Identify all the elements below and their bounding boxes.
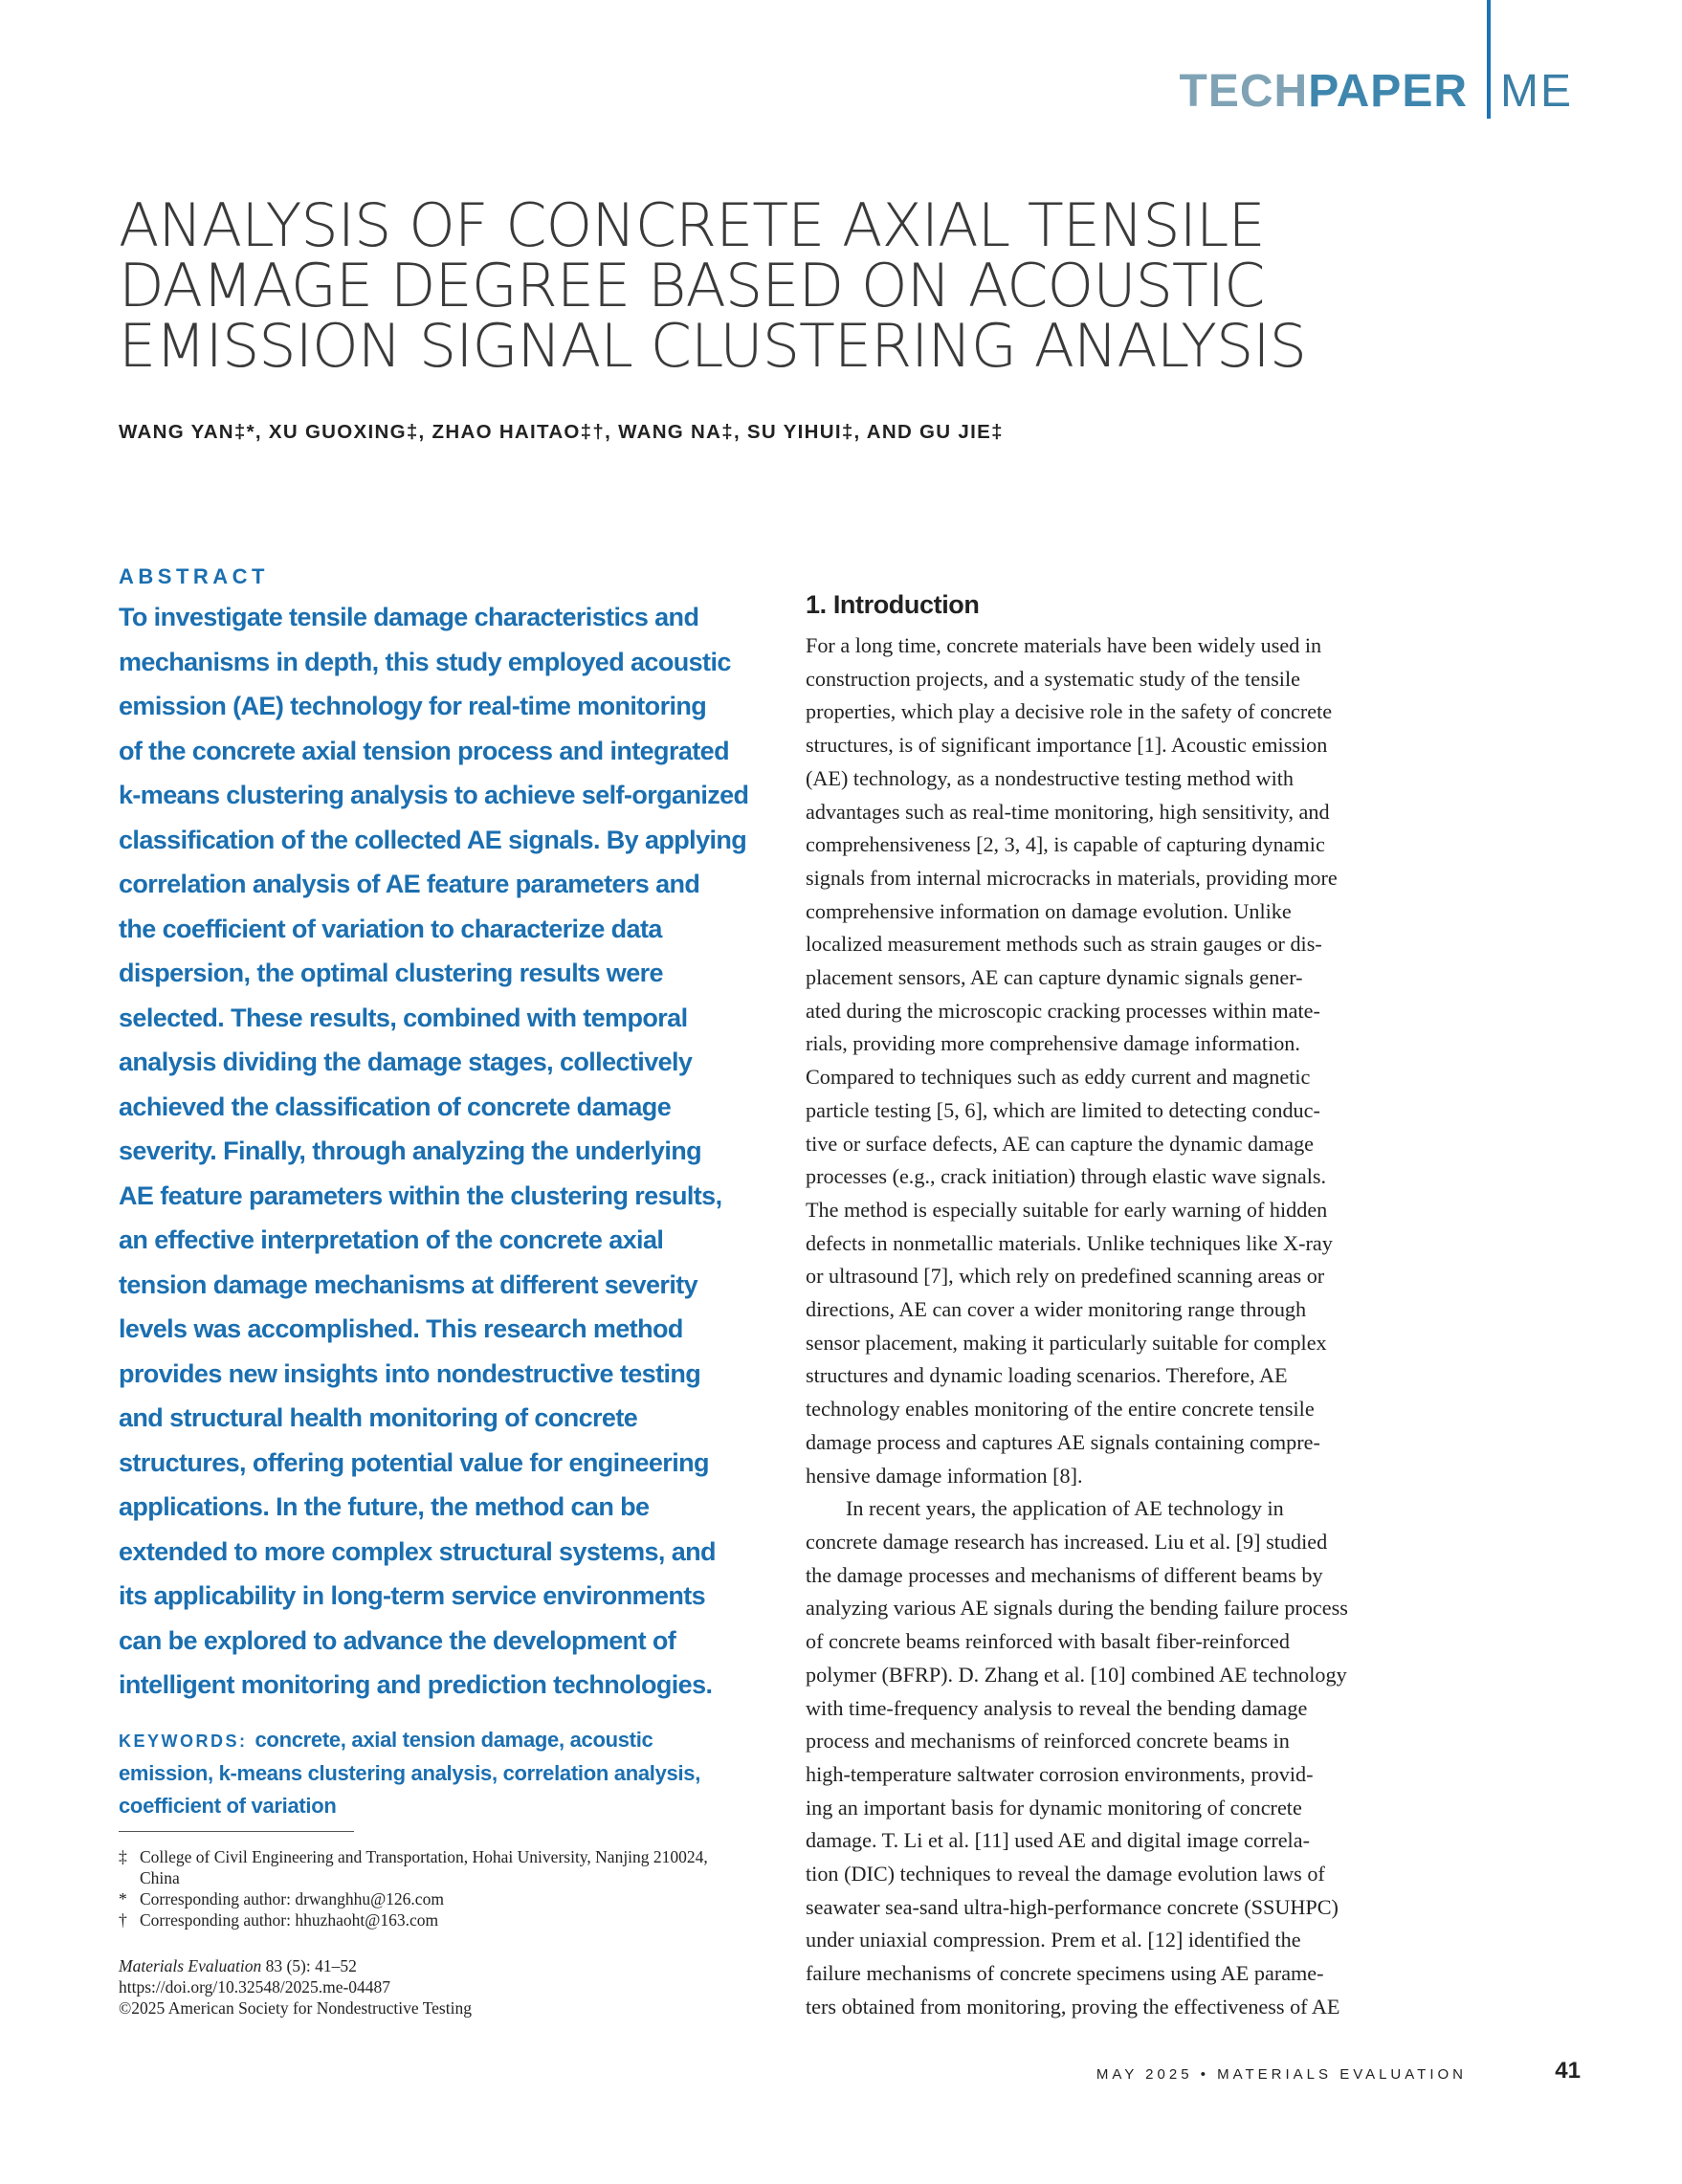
body-line: structures and dynamic loading scenarios. Therefore, AE (806, 1363, 1288, 1388)
abstract-line: mechanisms in depth, this study employed acoustic (119, 647, 731, 676)
body-line: hensive damage information [8]. (806, 1463, 1083, 1488)
body-line: with time-frequency analysis to reveal the bending damage (806, 1695, 1308, 1720)
body-line: defects in nonmetallic materials. Unlike techniques like X-ray (806, 1230, 1333, 1255)
body-line: structures, is of significant importance [1]. Acoustic emission (806, 733, 1328, 758)
body-line: localized measurement methods such as strain gauges or dis- (806, 932, 1322, 957)
journal-citation (119, 1955, 750, 1976)
body-line: tion (DIC) techniques to reveal the damage evolution laws of (806, 1862, 1325, 1886)
abstract-text (119, 595, 779, 1708)
body-line: process and mechanisms of reinforced concrete beams in (806, 1729, 1290, 1754)
title-line: ANALYSIS OF CONCRETE AXIAL TENSILE (119, 190, 1265, 260)
intro-paragraph-1 (806, 629, 1475, 1492)
body-line: damage. T. Li et al. [11] used AE and digital image correla- (806, 1828, 1310, 1853)
techpaper-brand (1072, 63, 1573, 121)
abstract-line: extended to more complex structural systems, and (119, 1536, 716, 1566)
body-line: Compared to techniques such as eddy current and magnetic (806, 1065, 1311, 1090)
abstract-line: intelligent monitoring and prediction technologies. (119, 1670, 713, 1699)
body-line: (AE) technology, as a nondestructive testing method with (806, 765, 1294, 790)
body-line: ing an important basis for dynamic monitoring of concrete (806, 1795, 1302, 1820)
footnote-affiliation (119, 1846, 750, 1888)
keywords-block (119, 1724, 779, 1822)
body-line: The method is especially suitable for early warning of hidden (806, 1197, 1328, 1222)
journal-copyright: ©2025 American Society for Nondestructive Testing (119, 1998, 472, 2018)
keywords-line: concrete, axial tension damage, acoustic (255, 1728, 653, 1752)
journal-volume: 83 (5): 41–52 (261, 1956, 357, 1975)
footnote-symbol: * (119, 1889, 127, 1908)
author-list: WANG YAN‡*, XU GUOXING‡, ZHAO HAITAO‡†, WANG NA‡, SU YIHUI‡, AND GU JIE‡ (119, 421, 1004, 443)
body-line: signals from internal microcracks in materials, providing more (806, 865, 1338, 890)
abstract-line: its applicability in long-term service environments (119, 1581, 706, 1610)
body-line: ated during the microscopic cracking processes within mate- (806, 998, 1320, 1023)
body-line: seawater sea-sand ultra-high-performance concrete (SSUHPC) (806, 1894, 1339, 1919)
abstract-line: To investigate tensile damage characteristics and (119, 603, 699, 631)
journal-name: Materials Evaluation (119, 1956, 262, 1975)
body-line: polymer (BFRP). D. Zhang et al. [10] combined AE technology (806, 1662, 1347, 1687)
body-line: or ultrasound [7], which rely on predefined scanning areas or (806, 1264, 1325, 1289)
body-line: technology enables monitoring of the entire concrete tensile (806, 1397, 1315, 1422)
body-line: under uniaxial compression. Prem et al. [12] identified the (806, 1928, 1301, 1952)
body-line: comprehensive information on damage evolution. Unlike (806, 898, 1292, 923)
abstract-line: structures, offering potential value for engineering (119, 1447, 709, 1477)
abstract-line: levels was accomplished. This research method (119, 1314, 683, 1343)
section-heading: 1. Introduction (806, 590, 980, 619)
abstract-line: provides new insights into nondestructive testing (119, 1358, 701, 1388)
body-line: particle testing [5, 6], which are limited to detecting conduc- (806, 1097, 1320, 1122)
brand-me: ME (1500, 66, 1573, 117)
body-line: ters obtained from monitoring, proving the effectiveness of AE (806, 1994, 1340, 2019)
body-line: damage process and captures AE signals containing compre- (806, 1429, 1320, 1454)
running-footer: MAY 2025 • MATERIALS EVALUATION (1096, 2066, 1467, 2083)
abstract-line: of the concrete axial tension process and integrated (119, 736, 729, 765)
keywords-line: coefficient of variation (119, 1794, 337, 1818)
abstract-line: selected. These results, combined with temporal (119, 1003, 688, 1032)
body-line: sensor placement, making it particularly suitable for complex (806, 1330, 1327, 1355)
abstract-line: an effective interpretation of the concrete axial (119, 1225, 664, 1254)
body-line: placement sensors, AE can capture dynamic signals gener- (806, 965, 1303, 990)
abstract-line: and structural health monitoring of concrete (119, 1403, 638, 1432)
abstract-line: tension damage mechanisms at different severity (119, 1269, 698, 1299)
body-line: analyzing various AE signals during the bending failure process (806, 1596, 1348, 1621)
abstract-line: k-means clustering analysis to achieve self-organized (119, 781, 749, 809)
abstract-line: applications. In the future, the method can be (119, 1492, 650, 1521)
footnotes (119, 1846, 750, 1930)
abstract-line: the coefficient of variation to characterize data (119, 914, 662, 943)
body-line: advantages such as real-time monitoring, high sensitivity, and (806, 799, 1330, 824)
abstract-line: classification of the collected AE signals. By applying (119, 825, 747, 854)
brand-paper: PAPER (1308, 66, 1468, 117)
title-line: EMISSION SIGNAL CLUSTERING ANALYSIS (119, 311, 1306, 381)
footnote-text: Corresponding author: drwanghhu@126.com (140, 1889, 444, 1908)
body-line: concrete damage research has increased. Liu et al. [9] studied (806, 1529, 1328, 1554)
paper-title (119, 190, 1554, 381)
body-line: tive or surface defects, AE can capture the dynamic damage (806, 1131, 1315, 1156)
footnote-rule (119, 1831, 354, 1832)
footnote-text: Corresponding author: hhuzhaoht@163.com (140, 1910, 439, 1930)
body-line: properties, which play a decisive role in the safety of concrete (806, 699, 1333, 724)
footnote-corresponding-2 (119, 1909, 750, 1930)
abstract-line: AE feature parameters within the clustering results, (119, 1180, 722, 1210)
keywords-line: emission, k-means clustering analysis, correlation analysis, (119, 1761, 701, 1785)
footnote-symbol: † (119, 1910, 127, 1930)
body-line: For a long time, concrete materials have been widely used in (806, 633, 1322, 657)
abstract-line: severity. Finally, through analyzing the underlying (119, 1136, 702, 1165)
title-line: DAMAGE DEGREE BASED ON ACOUSTIC (119, 251, 1265, 320)
intro-paragraph-2 (806, 1492, 1475, 2023)
body-line: high-temperature saltwater corrosion environments, provid- (806, 1761, 1314, 1786)
body-line: In recent years, the application of AE technology in (846, 1496, 1284, 1521)
body-line: rials, providing more comprehensive damage information. (806, 1031, 1300, 1056)
footnote-corresponding-1 (119, 1888, 750, 1909)
body-line: directions, AE can cover a wider monitoring range through (806, 1297, 1307, 1322)
abstract-line: dispersion, the optimal clustering results were (119, 959, 663, 987)
abstract-label: ABSTRACT (119, 564, 269, 588)
body-line: construction projects, and a systematic study of the tensile (806, 666, 1300, 691)
keywords-label: KEYWORDS: (119, 1732, 248, 1751)
abstract-line: correlation analysis of AE feature parameters and (119, 870, 700, 898)
abstract-line: achieved the classification of concrete damage (119, 1092, 672, 1121)
brand-tech: TECH (1179, 66, 1309, 117)
body-line: of concrete beams reinforced with basalt fiber-reinforced (806, 1629, 1290, 1654)
journal-info (119, 1955, 750, 2019)
footnote-text: College of Civil Engineering and Transportation, Hohai University, Nanjing 210024, China (140, 1847, 708, 1887)
body-line: the damage processes and mechanisms of different beams by (806, 1562, 1323, 1587)
journal-doi[interactable]: https://doi.org/10.32548/2025.me-04487 (119, 1977, 391, 1996)
introduction-section (806, 587, 1475, 2024)
abstract-line: emission (AE) technology for real-time monitoring (119, 692, 707, 720)
body-line: failure mechanisms of concrete specimens using AE parame- (806, 1961, 1324, 1986)
body-line: comprehensiveness [2, 3, 4], is capable of capturing dynamic (806, 832, 1325, 857)
body-line: processes (e.g., crack initiation) through elastic wave signals. (806, 1164, 1327, 1189)
abstract-line: analysis dividing the damage stages, collectively (119, 1048, 693, 1076)
abstract-line: can be explored to advance the development of (119, 1625, 676, 1655)
page-number: 41 (1555, 2058, 1581, 2084)
footnote-symbol: ‡ (119, 1847, 127, 1866)
